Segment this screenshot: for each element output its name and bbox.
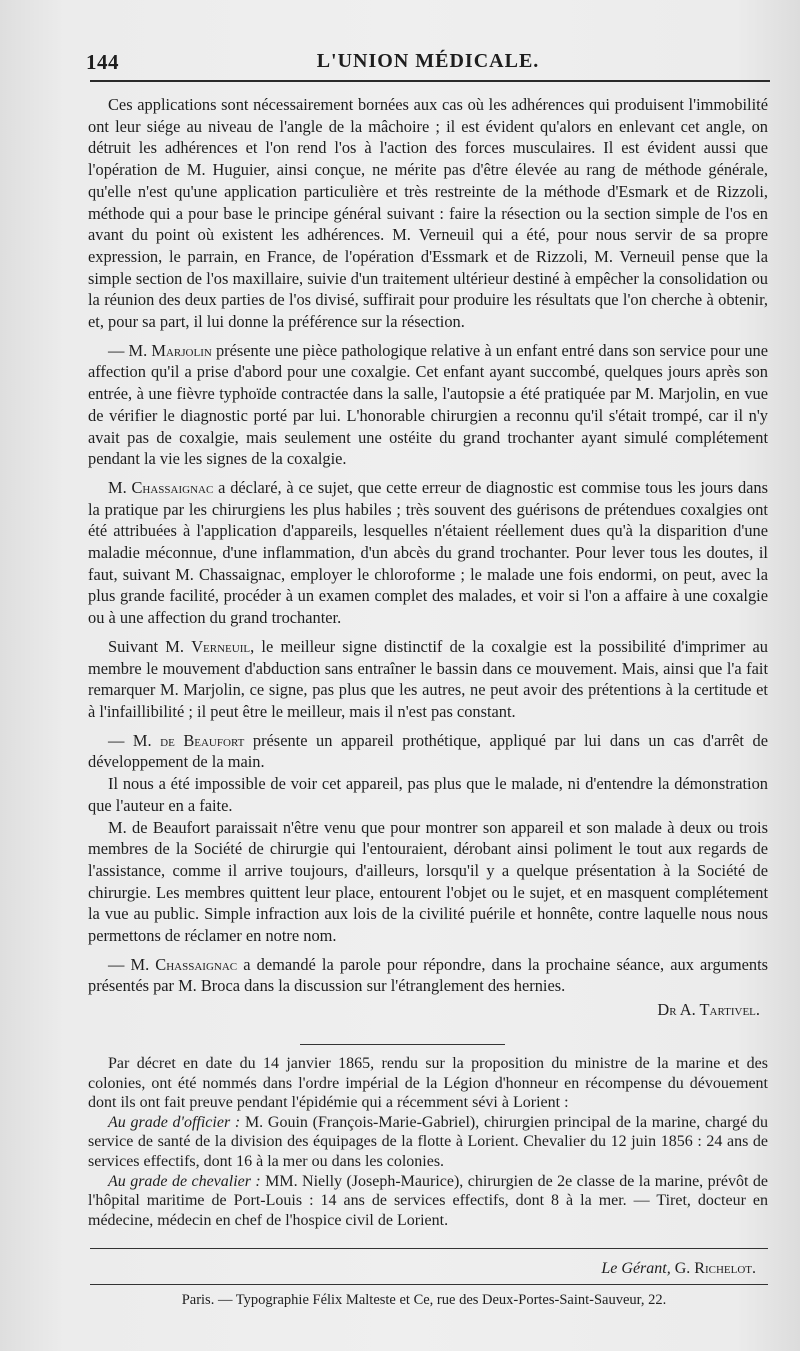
paragraph-3 [88, 477, 768, 629]
footer-rule-bottom [90, 1284, 768, 1285]
paragraph-4-text: , le meilleur signe distinctif de la coxalgie est la possibilité d'imprimer au membre le mouvement d'abduction sans entraîner le bassin dans ce mouvement. Mais, ainsi que l'a fait remarquer M. Marjolin, ce signe, pas plus que les autres, ne peut avoir des prétentions à la certitude et à l'infaillibilité ; il peut être le meilleur, mais il n'est pas constant. [88, 636, 769, 721]
decree-intro: Par décret en date du 14 janvier 1865, rendu sur la proposition du ministre de la marine et des colonies, ont été nommés dans l'ordre impérial de la Légion d'honneur en récompense du dévouement dont ils ont fait preuve pendant l'épidémie qui a récemment sévi à Lorient : [88, 1055, 768, 1112]
grade-officier-text: M. Gouin (François-Marie-Gabriel), chirurgien principal de la marine, chargé du service de santé de la division des équipages de la flotte à Lorient. Chevalier du 12 juin 1856 : 24 ans de services effectifs, dont 16 à la mer ou dans les colonies. [88, 1113, 769, 1170]
speaker-name: Chassaignac [131, 477, 214, 497]
paragraph-5-text: présente un appareil prothétique, appliqué par lui dans un cas d'arrêt de développement de la main. [88, 730, 768, 772]
footer-rule-top [90, 1248, 768, 1249]
paragraph-1: Ces applications sont nécessairement bornées aux cas où les adhérences qui produisent l'immobilité ont leur siége au niveau de l'angle de la mâchoire ; il est évident qu'alors en enlevant cet angle, on détruit les adhérences et l'on rend l'os à l'action des forces musculaires. Il est évident aussi que l'opération de M. Huguier, ainsi conçue, ne mérite pas d'être élevée au rang de méthode générale, qu'elle n'est qu'une application particulière et très restreinte de la méthode d'Esmark et de Rizzoli, méthode qui a pour base le principe général suivant : faire la résection ou la section simple de l'os en avant du point où existent les adhérences. M. Verneuil qui a été, pour nous servir de sa propre expression, le parrain, en France, de l'opération d'Essmark et de Rizzoli, M. Verneuil pense que la simple section de l'os maxillaire, suivie d'un traitement ultérieur destiné à empêcher la consolidation ou la réunion des deux parties de l'os divisé, suffirait pour produire les résultats que l'on cherche à obtenir, et, pour sa part, il lui donne la préférence sur la résection. [88, 95, 768, 332]
paragraph-8 [88, 954, 768, 997]
paragraph-3-prefix: M. [108, 477, 132, 497]
paragraph-4-prefix: Suivant M. [108, 636, 192, 656]
paragraph-6: Il nous a été impossible de voir cet appareil, pas plus que le malade, ni d'entendre la démonstration que l'auteur en a faite. [88, 774, 768, 815]
section-divider [300, 1044, 505, 1045]
grade-chevalier-text: MM. Nielly (Joseph-Maurice), chirurgien de 2e classe de la marine, prévôt de l'hôpital maritime de Port-Louis : 14 ans de services effectifs, dont 8 à la mer. — Tiret, docteur en médecine, médecin en chef de l'hospice civil de Lorient. [88, 1172, 769, 1229]
gerant-label: Le Gérant, [601, 1260, 671, 1277]
decree-officier [88, 1113, 768, 1172]
decree-section [88, 1054, 768, 1230]
speaker-name: Verneuil [191, 636, 251, 656]
paragraph-3-text: a déclaré, à ce sujet, que cette erreur de diagnostic est commise tous les jours dans la pratique par les chirurgiens les plus habiles ; très souvent des guérisons de prétendues coxalgies ont été attribuées à l'application d'appareils, lesquelles n'étaient réellement dues qu'à la disparition d'une maladie méconnue, d'une inflammation, d'un abcès du grand trochanter. Pour lever tous les doutes, il faut, suivant M. Chassaignac, employer le chloroforme ; le malade une fois endormi, on peut, avec la plus grande facilité, procéder à un examen complet des malades, et voir si l'on a affaire à une coxalgie ou à une affection du grand trochanter. [88, 477, 768, 628]
page-number: 144 [86, 50, 119, 74]
gerant-line [601, 1260, 756, 1278]
paragraph-7: M. de Beaufort paraissait n'être venu que pour montrer son appareil et son malade à deux ou trois membres de la Société de chirurgie qui l'entouraient, dérobant ainsi poliment le tout aux regards de l'assistance, comme il arrive toujours, d'ailleurs, lorsqu'il y a quelque présentation à la Société de chirurgie. Les membres quittent leur place, entourent l'objet ou le sujet, et en masquent complétement la vue au public. Simple infraction aux lois de la civilité puérile et honnête, contre laquelle nous nous permettons de réclamer en notre nom. [88, 817, 768, 946]
paragraph-2-text: présente une pièce pathologique relative à un enfant entré dans son service pour une affection qu'il a prise d'abord pour une coxalgie. Cet enfant ayant succombé, quelques jours après son entrée, à une fièvre typhoïde contractée dans la salle, l'autopsie a été pratiquée par M. Marjolin, en vue de vérifier le diagnostic porté par lui. L'honorable chirurgien a reconnu qu'il s'était trompé, car il n'y avait pas de coxalgie, mais seulement une ostéite du grand trochanter ayant simulé complétement pendant la vie les signes de la coxalgie. [88, 340, 768, 469]
author-signature: Dr A. Tartivel. [657, 1000, 760, 1020]
speaker-name: de Beaufort [160, 730, 245, 750]
paragraph-8-prefix: — M. [108, 954, 156, 974]
speaker-name: Marjolin [151, 340, 212, 360]
paragraph-2-prefix: — M. [108, 340, 152, 360]
decree-chevalier [88, 1172, 768, 1231]
speaker-name: Chassaignac [155, 954, 238, 974]
grade-chevalier-label: Au grade de chevalier : [108, 1172, 261, 1190]
paragraph-5-prefix: — M. [108, 730, 161, 750]
printer-imprint: Paris. — Typographie Félix Malteste et Ce, rue des Deux-Portes-Saint-Sauveur, 22. [181, 1292, 667, 1308]
page-header [86, 44, 770, 78]
paragraph-8-text: a demandé la parole pour répondre, dans la prochaine séance, aux arguments présentés par M. Broca dans la discussion sur l'étranglement des hernies. [88, 954, 768, 996]
gerant-name: G. Richelot. [674, 1260, 756, 1277]
grade-officier-label: Au grade d'officier : [108, 1113, 241, 1131]
paragraph-4 [88, 636, 768, 723]
paragraph-5 [88, 730, 768, 773]
article-body [88, 94, 768, 1021]
header-rule [90, 80, 770, 82]
paragraph-2 [88, 340, 768, 470]
running-head-title: L'UNION MÉDICALE. [316, 50, 540, 72]
